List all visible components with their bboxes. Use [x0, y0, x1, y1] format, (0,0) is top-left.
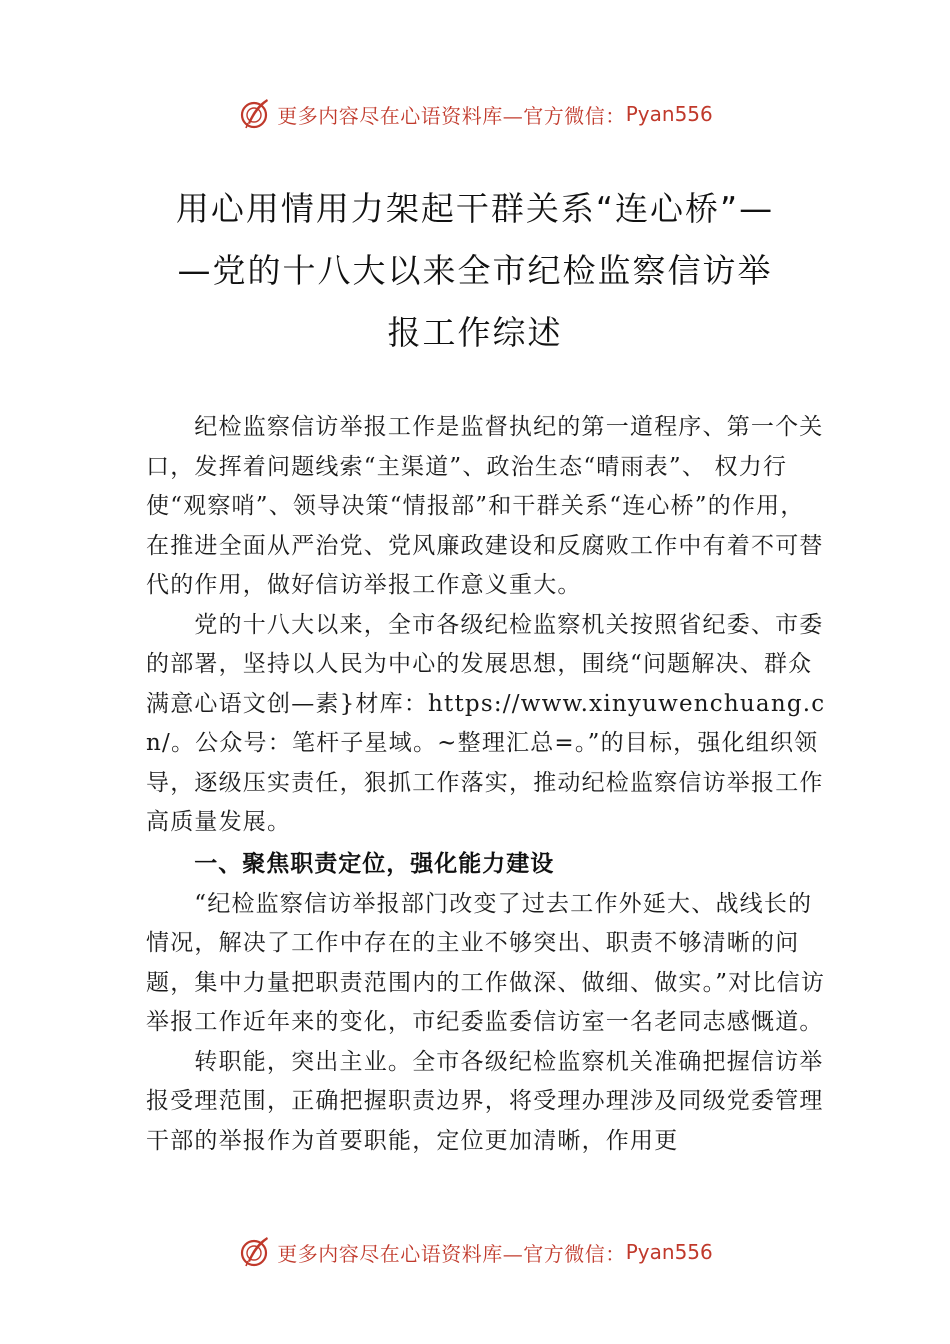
- paragraph-intro: 纪检监察信访举报工作是监督执纪的第一道程序、第一个关口，发挥着问题线索“主渠道”、政治生态“晴雨表”、 权力行使“观察哨”、领导决策“情报部”和干群关系“连心桥”的作用，在推进全面从严治党、党风廉政建设和反腐败工作中有着不可替代的作用，做好信访举报工作意义重大。: [146, 414, 824, 598]
- footer-banner: [0, 1232, 950, 1272]
- header-banner: [0, 94, 950, 134]
- banner-text: 更多内容尽在心语资料库—官方微信：: [277, 103, 626, 128]
- paragraph-quote: “纪检监察信访举报部门改变了过去工作外延大、战线长的情况，解决了工作中存在的主业不够突出、职责不够清晰的问题，集中力量把职责范围内的工作做深、做细、做实。”对比信访举报工作近年来的变化，市纪委监委信访室一名老同志感慨道。: [146, 890, 826, 1035]
- banner-text: 更多内容尽在心语资料库—官方微信：: [277, 1241, 626, 1266]
- quill-pen-logo-icon: [237, 96, 273, 132]
- title-line-3: 报工作综述: [387, 313, 563, 352]
- wechat-id: Pyan556: [625, 102, 713, 126]
- article-body: [146, 408, 826, 1161]
- quill-pen-logo-icon: [237, 1234, 273, 1270]
- title-line-1: 用心用情用力架起干群关系“连心桥”—: [175, 189, 775, 228]
- paragraph-function: 转职能，突出主业。全市各级纪检监察机关准确把握信访举报受理范围，正确把握职责边界，将受理办理涉及同级党委管理干部的举报作为首要职能，定位更加清晰，作用更: [146, 1048, 824, 1154]
- title-line-2: —党的十八大以来全市纪检监察信访举: [177, 251, 773, 290]
- section-heading-1: 一、聚焦职责定位，强化能力建设: [194, 850, 555, 877]
- wechat-id: Pyan556: [625, 1240, 713, 1264]
- paragraph-overview: 党的十八大以来，全市各级纪检监察机关按照省纪委、市委的部署，坚持以人民为中心的发展思想，围绕“问题解决、群众满意心语文创—素}材库：https://www.xinyuwenchuang.cn/。公众号：笔杆子星域。~整理汇总=。”的目标，强化组织领导，逐级压实责任，狠抓工作落实，推动纪检监察信访举报工作高质量发展。: [146, 611, 826, 835]
- page-title: [140, 178, 810, 364]
